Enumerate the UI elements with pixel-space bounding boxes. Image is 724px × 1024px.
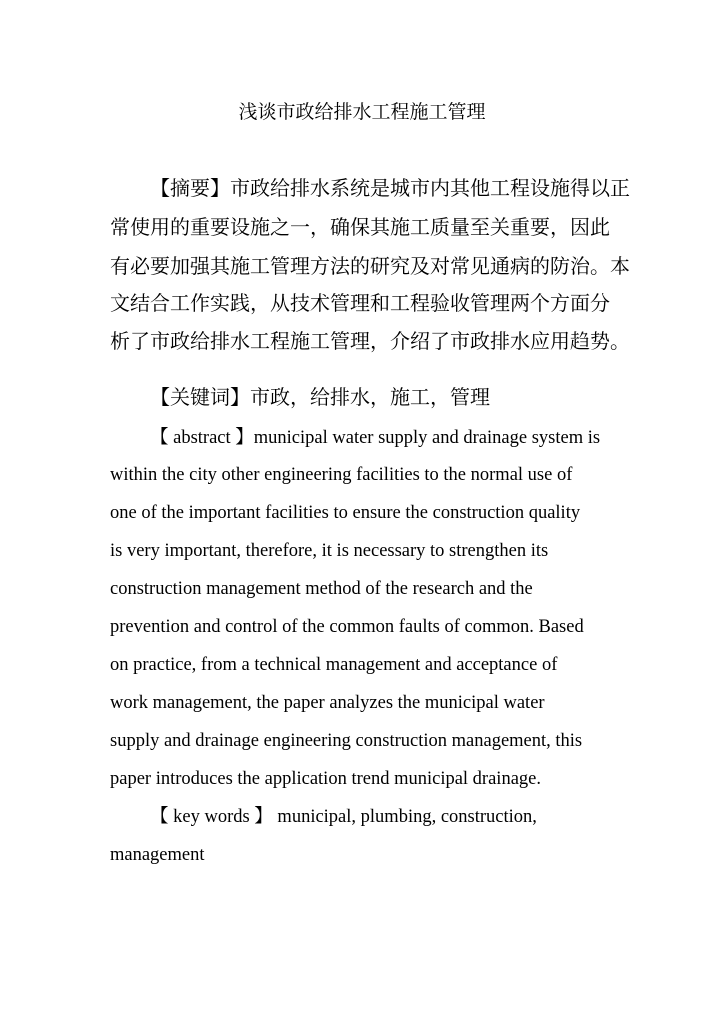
abstract-en-line: within the city other engineering facilities to the normal use of [110, 465, 573, 485]
abstract-en-line: one of the important facilities to ensure the construction quality [110, 503, 581, 523]
abstract-zh-line: 析了市政给排水工程施工管理，介绍了市政排水应用趋势。 [110, 331, 630, 353]
keywords-en-line: 【 key words 】 municipal, plumbing, construction, [150, 807, 537, 827]
abstract-en-line: construction management method of the research and the [110, 579, 533, 599]
abstract-en-line: prevention and control of the common faults of common. Based [110, 617, 584, 637]
abstract-en-line: 【 abstract 】municipal water supply and drainage system is [150, 428, 601, 448]
abstract-en-line: supply and drainage engineering construction management, this [110, 731, 583, 751]
abstract-zh-line: 常使用的重要设施之一，确保其施工质量至关重要，因此 [110, 217, 610, 239]
keywords-en-line: management [110, 845, 205, 865]
abstract-en-line: paper introduces the application trend municipal drainage. [110, 769, 541, 789]
abstract-en-line: work management, the paper analyzes the municipal water [110, 693, 545, 713]
abstract-zh-line: 有必要加强其施工管理方法的研究及对常见通病的防治。本 [110, 256, 630, 278]
keywords-zh: 【关键词】市政，给排水，施工，管理 [150, 387, 490, 409]
abstract-en-line: is very important, therefore, it is necessary to strengthen its [110, 541, 549, 561]
document-title: 浅谈市政给排水工程施工管理 [238, 102, 486, 123]
abstract-zh-line: 文结合工作实践，从技术管理和工程验收管理两个方面分 [110, 293, 610, 315]
abstract-zh-line: 【摘要】市政给排水系统是城市内其他工程设施得以正 [150, 178, 630, 200]
abstract-en-line: on practice, from a technical management and acceptance of [110, 655, 558, 675]
